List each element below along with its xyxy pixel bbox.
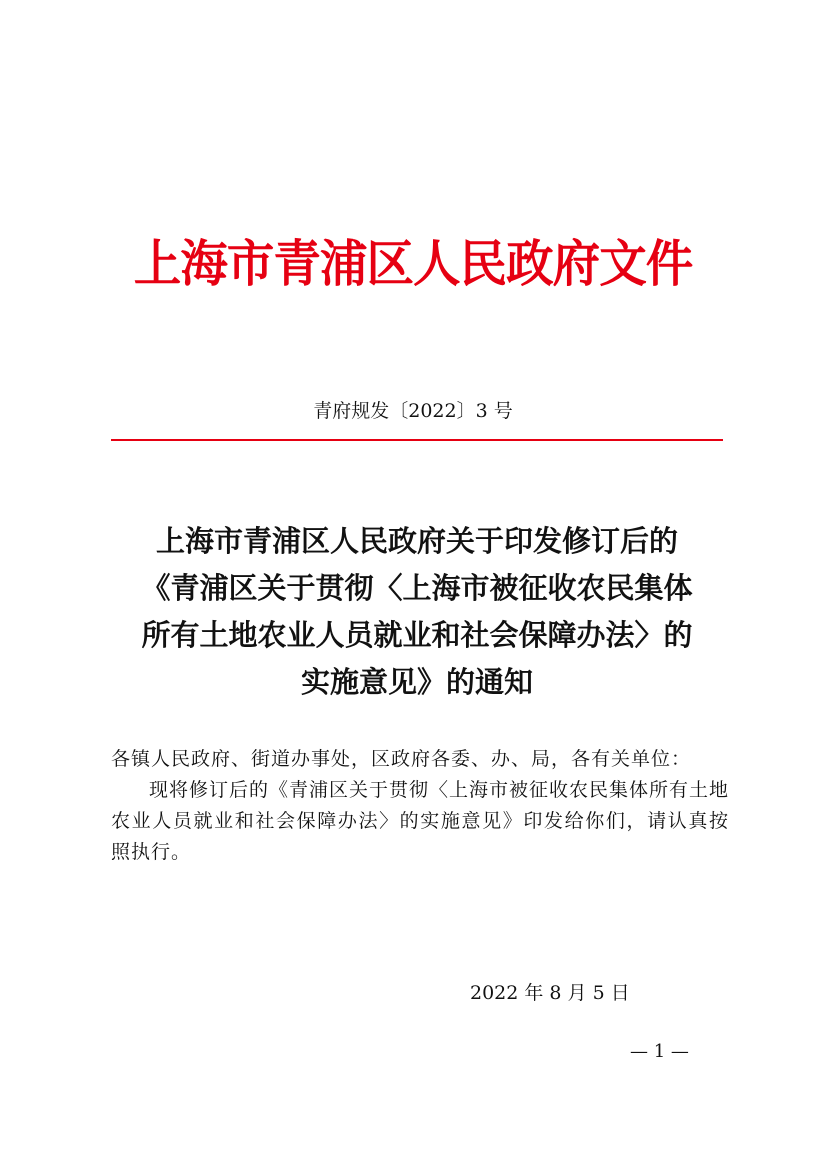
addressee-line: 各镇人民政府、街道办事处，区政府各委、办、局，各有关单位： bbox=[111, 748, 692, 770]
page-number: — 1 — bbox=[630, 1041, 689, 1062]
body-paragraph: 现将修订后的《青浦区关于贯彻〈上海市被征收农民集体所有土地农业人员就业和社会保障办法〉的实施意见》印发给你们，请认真按照执行。 bbox=[111, 779, 730, 863]
subject-line-2: 《青浦区关于贯彻〈上海市被征收农民集体 bbox=[141, 571, 693, 605]
document-header-title: 上海市青浦区人民政府文件 bbox=[133, 234, 693, 293]
document-subject bbox=[111, 518, 723, 706]
document-number: 青府规发〔2022〕3 号 bbox=[313, 400, 513, 422]
subject-line-1: 上海市青浦区人民政府关于印发修订后的 bbox=[155, 524, 678, 558]
subject-line-3: 所有土地农业人员就业和社会保障办法〉的 bbox=[141, 618, 693, 652]
issue-date: 2022 年 8 月 5 日 bbox=[470, 982, 630, 1004]
red-divider-line bbox=[111, 439, 723, 441]
document-body bbox=[111, 744, 729, 868]
subject-line-4: 实施意见》的通知 bbox=[300, 665, 533, 699]
